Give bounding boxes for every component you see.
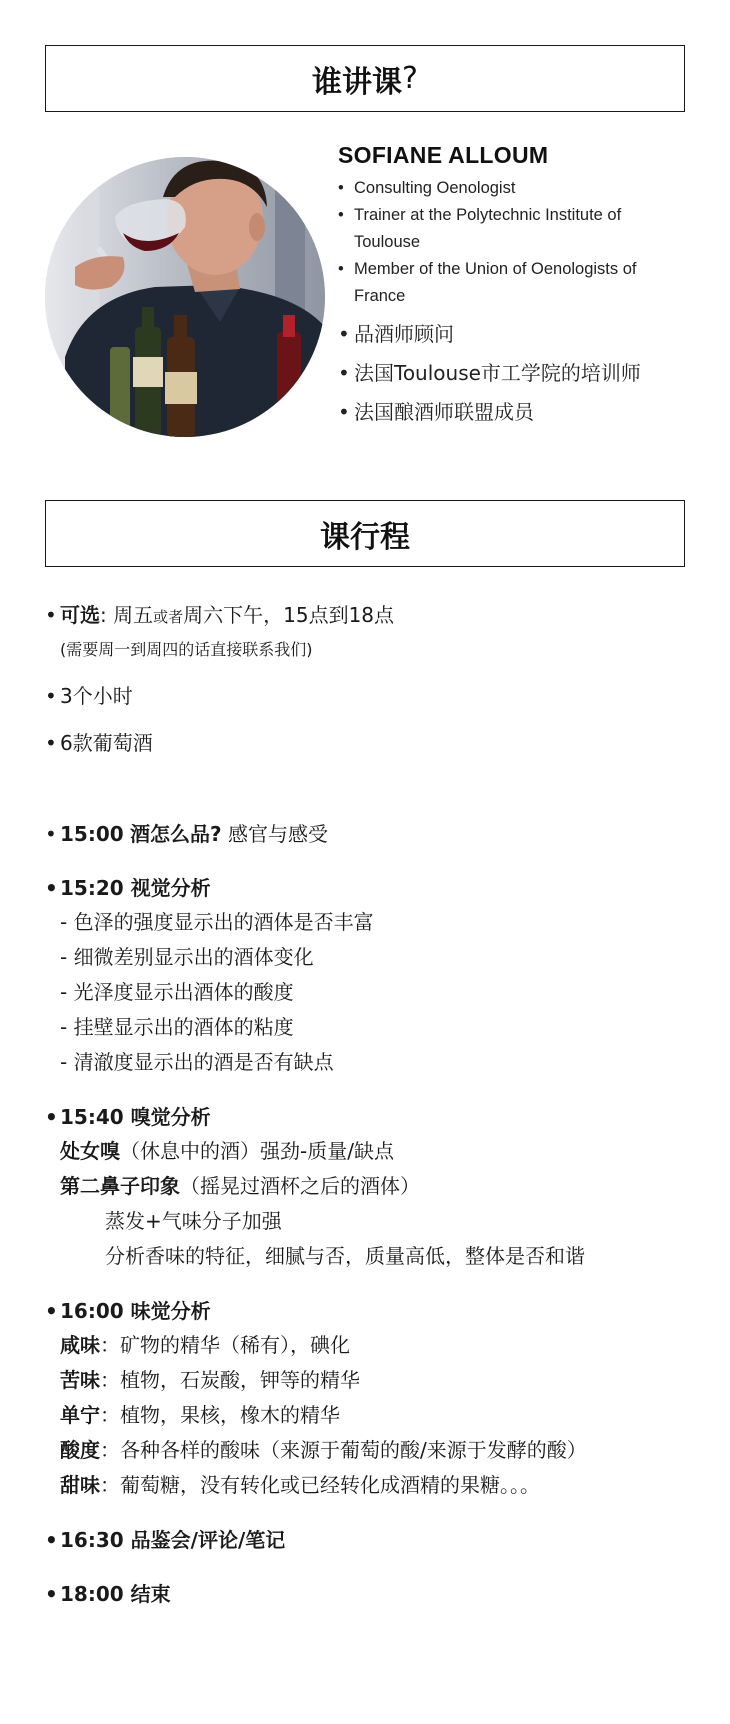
smell-second: [45, 1169, 695, 1204]
optional-sep: :: [100, 603, 114, 627]
session-heading: [45, 1294, 695, 1328]
session-title: 结束: [130, 1582, 171, 1606]
smell-second-item: 分析香味的特征，细腻与否，质量高低，整体是否和谐: [105, 1244, 585, 1268]
teacher-name: SOFIANE ALLOUM: [338, 142, 549, 168]
taste-desc: ：葡萄糖，没有转化或已经转化成酒精的果糖。。。: [100, 1473, 540, 1497]
smell-first-label: 处女嗅: [60, 1139, 120, 1163]
visual-item: - 光泽度显示出酒体的酸度: [60, 980, 294, 1004]
session-heading: [45, 1100, 695, 1134]
who-teaches-title-text: 谁讲课: [312, 64, 403, 100]
session-time: 18:00: [60, 1582, 124, 1606]
optional-or: 或者: [153, 608, 184, 626]
session-1540: [45, 1100, 695, 1274]
teacher-role-zh: • 法国酿酒师联盟成员: [338, 393, 688, 432]
visual-item: - 色泽的强度显示出的酒体是否丰富: [60, 910, 374, 934]
session-1800: [45, 1577, 695, 1611]
teacher-info: [338, 142, 688, 432]
duration: • 3个小时: [45, 679, 695, 713]
schedule-body: [45, 598, 695, 1611]
taste-item: [45, 1363, 695, 1398]
session-heading: [45, 871, 695, 905]
taste-desc: ：各种各样的酸味（来源于葡萄的酸/来源于发酵的酸）: [100, 1438, 587, 1462]
smell-first: [45, 1134, 695, 1169]
session-time: 16:30: [60, 1528, 124, 1552]
session-time: 15:40: [60, 1105, 124, 1129]
session-1520: [45, 871, 695, 1080]
session-1600: [45, 1294, 695, 1503]
taste-label: 酸度: [60, 1438, 100, 1462]
taste-label: 甜味: [60, 1473, 100, 1497]
teacher-roles-zh: [338, 315, 688, 432]
session-title: 品鉴会/评论/笔记: [130, 1528, 286, 1552]
session-title: 酒怎么品?: [130, 822, 222, 846]
schedule-title: [45, 500, 685, 567]
optional-day-b: 周六下午，15点到18点: [183, 603, 395, 627]
session-title: 嗅觉分析: [130, 1105, 211, 1129]
smell-second-desc: （摇晃过酒杯之后的酒体）: [180, 1174, 420, 1198]
taste-label: 咸味: [60, 1333, 100, 1357]
session-desc: 感官与感受: [221, 822, 328, 846]
taste-item: [45, 1328, 695, 1363]
teacher-roles-en: [338, 175, 688, 310]
session-1630: [45, 1523, 695, 1557]
taste-label: 苦味: [60, 1368, 100, 1392]
optional-day-a: 周五: [113, 603, 154, 627]
visual-item: - 细微差别显示出的酒体变化: [60, 945, 314, 969]
optional-label: 可选: [60, 603, 100, 627]
who-teaches-title: [45, 45, 685, 112]
session-time: 16:00: [60, 1299, 124, 1323]
optional-note: (需要周一到周四的话直接联系我们): [60, 640, 313, 659]
session-time: 15:00: [60, 822, 124, 846]
session-title: 视觉分析: [130, 876, 211, 900]
who-teaches-title-qmark: ?: [402, 61, 418, 96]
teacher-role-zh: • 法国Toulouse市工学院的培训师: [338, 354, 688, 393]
taste-desc: ：植物，果核，橡木的精华: [100, 1403, 340, 1427]
teacher-role-en: • Trainer at the Polytechnic Institute of Toulouse: [338, 202, 688, 256]
wine-count: • 6款葡萄酒: [45, 726, 695, 760]
taste-desc: ：矿物的精华（稀有），碘化: [100, 1333, 350, 1357]
taste-item: [45, 1468, 695, 1503]
visual-item: - 清澈度显示出的酒是否有缺点: [60, 1050, 334, 1074]
teacher-role-zh: • 品酒师顾问: [338, 315, 688, 354]
session-time: 15:20: [60, 876, 124, 900]
taste-item: [45, 1398, 695, 1433]
teacher-role-en: • Consulting Oenologist: [338, 175, 688, 202]
session-1500: [45, 817, 695, 851]
taste-label: 单宁: [60, 1403, 100, 1427]
smell-second-item: 蒸发+气味分子加强: [105, 1209, 282, 1233]
sommelier-photo-icon: [45, 157, 325, 437]
taste-item: [45, 1433, 695, 1468]
visual-item: - 挂壁显示出的酒体的粘度: [60, 1015, 294, 1039]
smell-second-label: 第二鼻子印象: [60, 1174, 180, 1198]
optional-days: [45, 598, 695, 634]
taste-desc: ：植物，石炭酸，钾等的精华: [100, 1368, 360, 1392]
smell-first-desc: （休息中的酒）强劲-质量/缺点: [120, 1139, 394, 1163]
schedule-title-text: 课行程: [320, 519, 410, 555]
session-title: 味觉分析: [130, 1299, 211, 1323]
teacher-photo: [45, 157, 325, 437]
teacher-role-en: • Member of the Union of Oenologists of France: [338, 256, 688, 310]
